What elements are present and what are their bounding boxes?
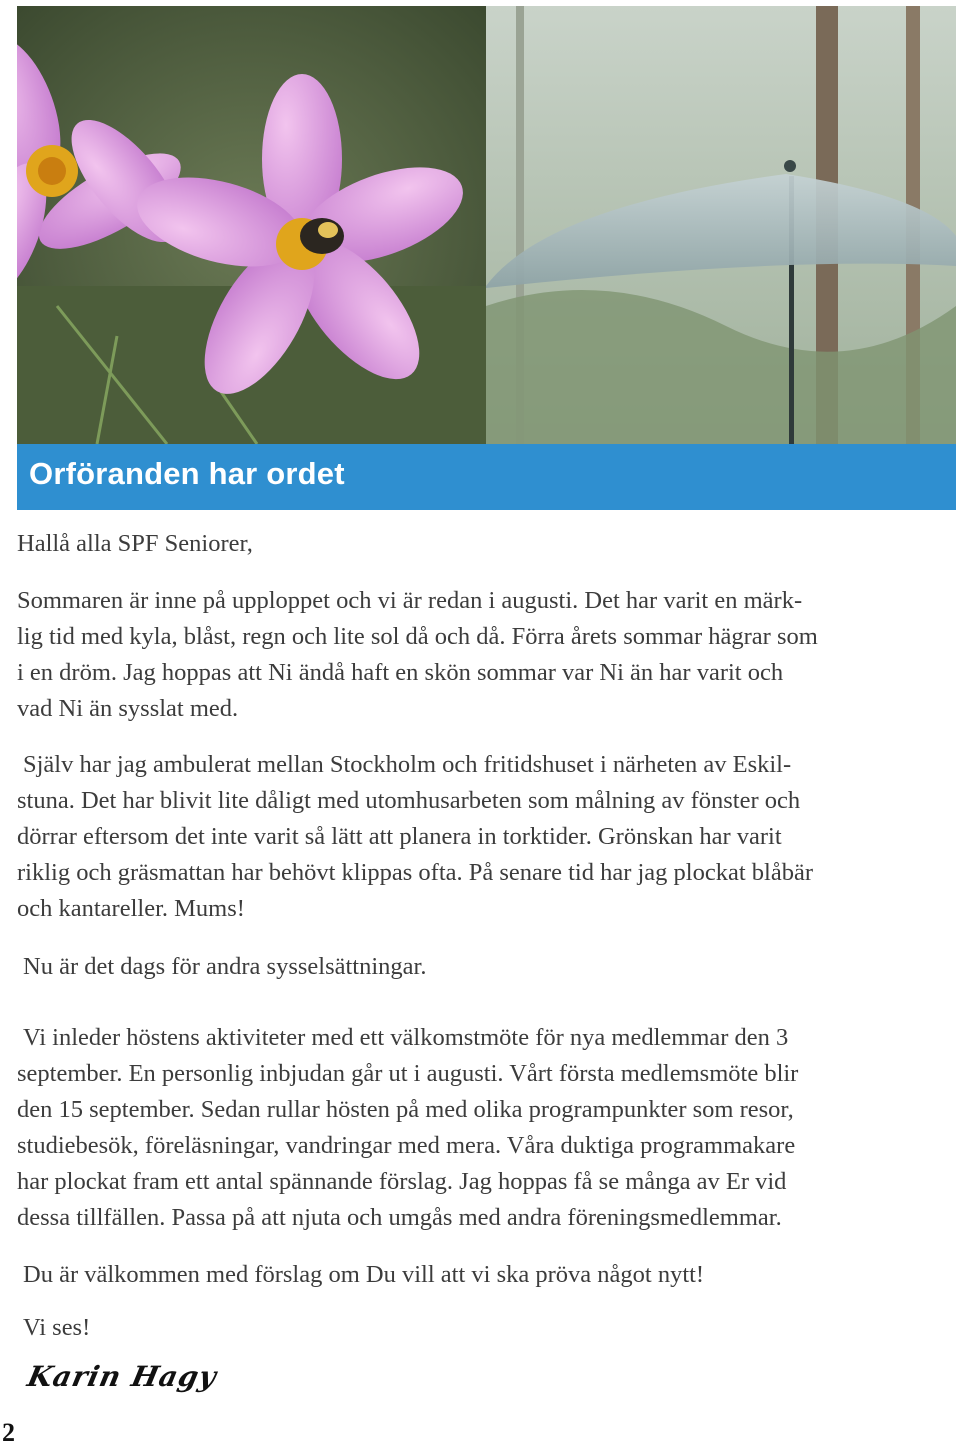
section-title: Orföranden har ordet — [29, 456, 345, 491]
signature: Karin Hagy — [24, 1360, 220, 1393]
section-banner — [17, 444, 956, 510]
text-line: stuna. Det har blivit lite dåligt med utomhusarbeten som målning av fönster och — [17, 787, 801, 814]
greeting: Hallå alla SPF Seniorer, — [17, 530, 253, 557]
text-line: Sommaren är inne på upploppet och vi är redan i augusti. Det har varit en märk- — [17, 587, 803, 614]
text-line: dörrar eftersom det inte varit så lätt att planera in torktider. Grönskan har varit — [17, 823, 782, 850]
text-line: studiebesök, föreläsningar, vandringar med mera. Våra duktiga programmakare — [17, 1132, 796, 1159]
cosmos-flower-image — [17, 6, 486, 444]
text-line: Du är välkommen med förslag om Du vill att vi ska pröva något nytt! — [23, 1261, 705, 1288]
text-line: lig tid med kyla, blåst, regn och lite sol då och då. Förra årets sommar hägrar som — [17, 623, 818, 650]
text-line: Själv har jag ambulerat mellan Stockholm och fritidshuset i närheten av Eskil- — [23, 751, 792, 778]
text-line: dessa tillfällen. Passa på att njuta och umgås med andra föreningsmedlemmar. — [17, 1204, 782, 1231]
umbrella-photo — [486, 6, 956, 444]
paragraph-4 — [17, 1020, 960, 1236]
page-number: 2 — [2, 1418, 15, 1447]
paragraph-2 — [17, 747, 960, 927]
closing — [17, 1310, 960, 1346]
text-line: och kantareller. Mums! — [17, 895, 245, 922]
text-line: i en dröm. Jag hoppas att Ni ändå haft en skön sommar var Ni än har varit och — [17, 659, 784, 686]
text-line: september. En personlig inbjudan går ut i augusti. Vårt första medlemsmöte blir — [17, 1060, 799, 1087]
paragraph-3 — [17, 949, 960, 985]
text-line: vad Ni än sysslat med. — [17, 695, 239, 722]
text-line: riklig och gräsmattan har behövt klippas ofta. På senare tid har jag plockat blåbär — [17, 859, 813, 886]
umbrella-in-rain-image — [486, 6, 956, 444]
text-line: Vi inleder höstens aktiviteter med ett välkomstmöte för nya medlemmar den 3 — [23, 1024, 789, 1051]
text-line: Vi ses! — [23, 1314, 91, 1341]
text-line: den 15 september. Sedan rullar hösten på med olika programpunkter som resor, — [17, 1096, 794, 1123]
flower-photo — [17, 6, 486, 444]
paragraph-5 — [17, 1257, 960, 1293]
text-line: har plockat fram ett antal spännande förslag. Jag hoppas få se många av Er vid — [17, 1168, 787, 1195]
text-line: Nu är det dags för andra sysselsättningar. — [23, 953, 427, 980]
paragraph-1 — [17, 583, 960, 727]
